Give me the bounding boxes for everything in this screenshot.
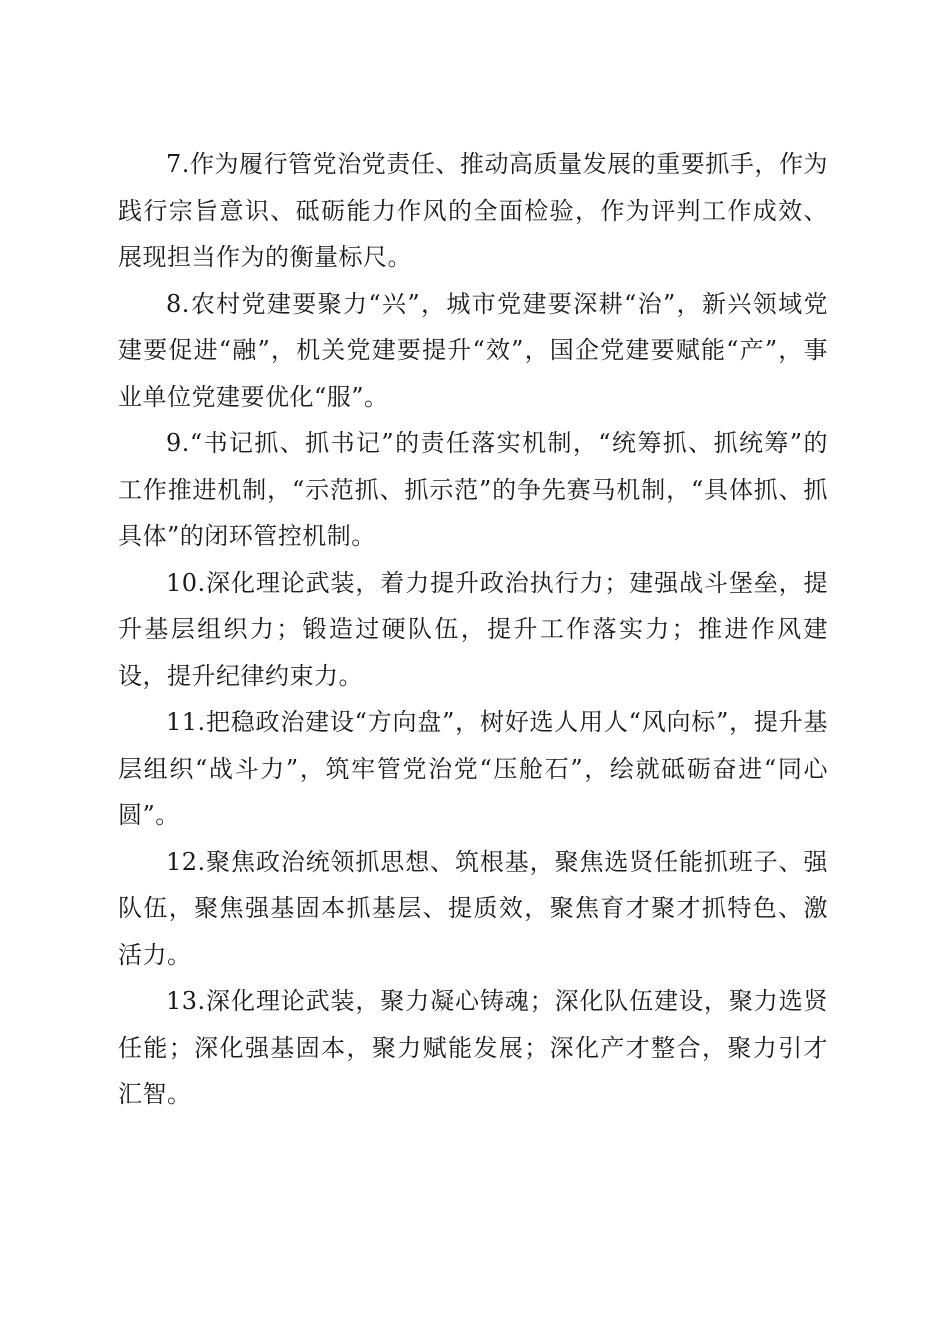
paragraph-line: 12.聚焦政治统领抓思想、筑根基，聚焦选贤任能抓班子、 — [166, 847, 804, 876]
paragraph-line: 7.作为履行管党治党责任、推动高质量发展的重要抓手， — [166, 150, 779, 178]
paragraph-line: 提升基层组织“战斗力”，筑牢管党治党“压舱石”，绘就砥 — [118, 708, 828, 783]
paragraph-7 — [118, 141, 828, 281]
paragraph-line: 激活力。 — [118, 894, 828, 969]
paragraph-line: 贤任能；深化强基固本，聚力赋能发展；深化产才整合，聚力 — [118, 987, 828, 1062]
paragraph-13 — [118, 978, 828, 1118]
paragraph-line: 提升基层组织力；锻造过硬队伍，提升工作落实力；推进作风 — [118, 568, 828, 643]
document-body — [118, 141, 828, 1118]
paragraph-8 — [118, 281, 828, 421]
paragraph-9 — [118, 420, 828, 560]
paragraph-11 — [118, 699, 828, 839]
paragraph-line: 10.深化理论武装，着力提升政治执行力；建强战斗堡垒， — [166, 568, 804, 597]
paragraph-10 — [118, 560, 828, 700]
paragraph-line: “具体抓、抓具体”的闭环管控机制。 — [118, 475, 828, 550]
paragraph-line: 13.深化理论武装，聚力凝心铸魂；深化队伍建设，聚力选 — [166, 987, 804, 1015]
paragraph-line: 引才汇智。 — [118, 1033, 828, 1108]
paragraph-line: 11.把稳政治建设“方向盘”，树好选人用人“风向标”， — [166, 708, 754, 736]
paragraph-line: 赋能“产”，事业单位党建要优化“服”。 — [118, 336, 828, 411]
paragraph-line: 砺奋进“同心圆”。 — [118, 754, 828, 829]
paragraph-line: 9.“书记抓、抓书记”的责任落实机制，“统筹抓、抓统 — [166, 429, 765, 457]
paragraph-line: 作为践行宗旨意识、砥砺能力作风的全面检验，作为评判工作 — [118, 150, 828, 225]
paragraph-line: 建设，提升纪律约束力。 — [118, 615, 828, 690]
paragraph-line: 成效、展现担当作为的衡量标尺。 — [118, 196, 829, 271]
paragraph-line: 筹”的工作推进机制，“示范抓、抓示范”的争先赛马机制， — [118, 429, 828, 504]
paragraph-12 — [118, 839, 828, 979]
paragraph-line: 8.农村党建要聚力“兴”，城市党建要深耕“治”，新兴 — [166, 289, 753, 318]
paragraph-line: 领域党建要促进“融”，机关党建要提升“效”，国企党建要 — [118, 289, 828, 364]
paragraph-line: 强队伍，聚焦强基固本抓基层、提质效，聚焦育才聚才抓特色、 — [118, 847, 828, 922]
